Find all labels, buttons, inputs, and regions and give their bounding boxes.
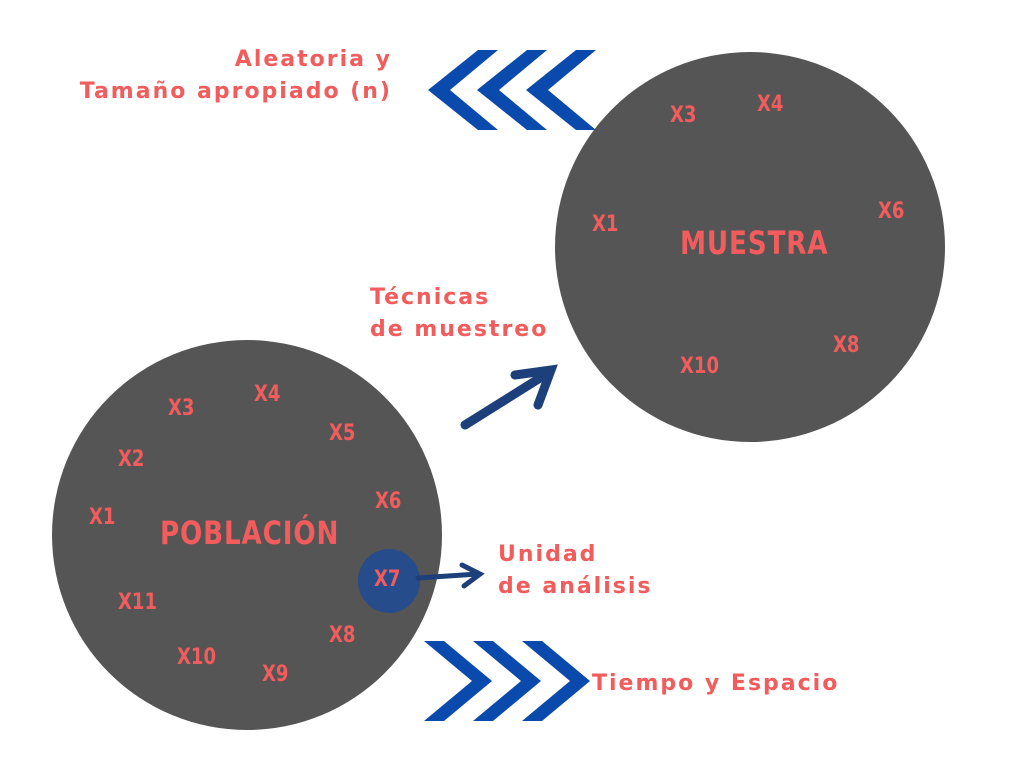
muestra-item-x1: X1 [592, 212, 619, 237]
tecnicas-line1: Técnicas [370, 285, 491, 310]
poblacion-item-x4: X4 [254, 382, 281, 407]
poblacion-item-x1: X1 [89, 505, 116, 530]
chevron-left-icon [526, 50, 596, 130]
poblacion-item-x2: X2 [118, 447, 145, 472]
poblacion-title: POBLACIÓN [160, 514, 340, 552]
unidad-arrow-icon [418, 565, 480, 586]
poblacion-item-x11: X11 [118, 590, 158, 615]
left-chevrons-icon [428, 50, 596, 130]
muestra-title: MUESTRA [680, 224, 829, 262]
muestra-item-x4: X4 [757, 92, 784, 117]
poblacion-item-x8: X8 [329, 623, 356, 648]
muestra-item-x8: X8 [833, 333, 860, 358]
aleatoria-line2: Tamaño apropiado (n) [79, 79, 392, 104]
tiempo-note: Tiempo y Espacio [592, 671, 840, 696]
unidad-line2: de análisis [498, 574, 653, 599]
poblacion-item-x7: X7 [374, 567, 401, 592]
muestra-item-x3: X3 [670, 103, 697, 128]
tecnicas-line2: de muestreo [370, 317, 549, 342]
right-chevrons-icon [424, 641, 590, 721]
poblacion-item-x3: X3 [168, 396, 195, 421]
chevron-right-icon [424, 641, 492, 721]
muestra-item-x10: X10 [680, 354, 720, 379]
unidad-line1: Unidad [498, 542, 598, 567]
aleatoria-line1: Aleatoria y [234, 47, 392, 72]
poblacion-item-x10: X10 [177, 645, 217, 670]
muestra-item-x6: X6 [878, 199, 905, 224]
tecnicas-arrow-icon [465, 370, 551, 425]
poblacion-item-x6: X6 [375, 489, 402, 514]
poblacion-item-x5: X5 [329, 421, 356, 446]
poblacion-item-x9: X9 [262, 662, 289, 687]
